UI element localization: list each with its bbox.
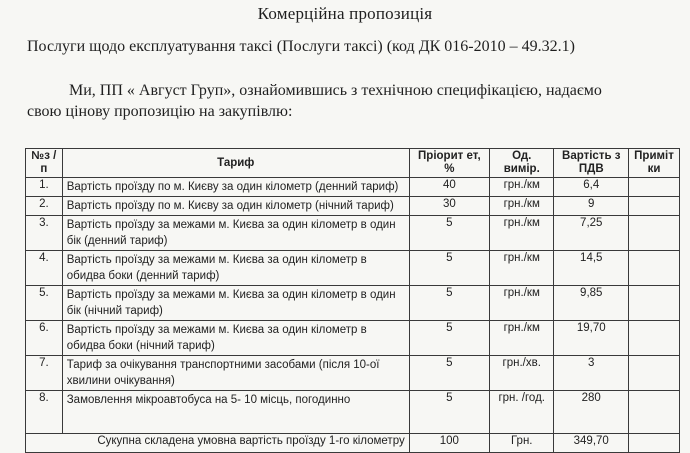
row-unit: грн./км	[490, 216, 554, 251]
row-priority: 5	[409, 286, 489, 321]
row-priority: 5	[409, 321, 489, 356]
table-row	[26, 321, 680, 356]
row-number: 7.	[26, 356, 63, 391]
row-unit: грн./хв.	[490, 356, 554, 391]
total-cost: 349,70	[554, 434, 629, 453]
intro-line-1: Ми, ПП « Август Груп», ознайомившись з технічною специфікацією, надаємо	[69, 82, 602, 99]
header-no: №з /п	[26, 149, 63, 178]
row-cost: 9	[554, 197, 629, 216]
table-row	[26, 286, 680, 321]
row-priority: 40	[409, 178, 489, 197]
table-row	[26, 391, 680, 434]
total-unit: Грн.	[490, 434, 554, 453]
header-cost: Вартість з ПДВ	[554, 149, 629, 178]
row-unit: грн./км	[490, 197, 554, 216]
row-tariff: Вартість проїзду за межами м. Києва за один кілометр в один бік (денний тариф)	[62, 216, 409, 251]
table-row	[26, 251, 680, 286]
table-row	[26, 197, 680, 216]
row-note	[629, 178, 680, 197]
row-cost: 9,85	[554, 286, 629, 321]
row-number: 3.	[26, 216, 63, 251]
document-subtitle: Послуги щодо експлуатування таксі (Послуги таксі) (код ДК 016-2010 – 49.32.1)	[27, 38, 575, 55]
row-number: 4.	[26, 251, 63, 286]
row-note	[629, 197, 680, 216]
total-note	[629, 434, 680, 453]
header-unit: Од. вимір.	[490, 149, 554, 178]
row-note	[629, 216, 680, 251]
row-tariff: Замовлення мікроавтобуса на 5- 10 місць, погодинно	[62, 391, 409, 434]
row-cost: 19,70	[554, 321, 629, 356]
row-number: 1.	[26, 178, 63, 197]
table-row	[26, 356, 680, 391]
row-cost: 14,5	[554, 251, 629, 286]
row-number: 6.	[26, 321, 63, 356]
row-priority: 30	[409, 197, 489, 216]
row-unit: грн./км	[490, 251, 554, 286]
table-row	[26, 216, 680, 251]
row-priority: 5	[409, 251, 489, 286]
row-number: 8.	[26, 391, 63, 434]
total-priority: 100	[409, 434, 489, 453]
table-header-row	[26, 149, 680, 178]
row-note	[629, 356, 680, 391]
row-note	[629, 286, 680, 321]
header-priority: Пріорит ет, %	[409, 149, 489, 178]
row-cost: 7,25	[554, 216, 629, 251]
table-row	[26, 178, 680, 197]
row-note	[629, 321, 680, 356]
intro-line-2: свою цінову пропозицію на закупівлю:	[27, 103, 293, 120]
row-note	[629, 391, 680, 434]
row-number: 2.	[26, 197, 63, 216]
row-cost: 280	[554, 391, 629, 434]
row-tariff: Вартість проїзду за межами м. Києва за один кілометр в обидва боки (нічний тариф)	[62, 321, 409, 356]
intro-paragraph	[27, 80, 667, 122]
document-title: Комерційна пропозиція	[257, 4, 433, 23]
total-spacer	[26, 434, 63, 453]
row-number: 5.	[26, 286, 63, 321]
row-priority: 5	[409, 356, 489, 391]
row-unit: грн./км	[490, 321, 554, 356]
row-tariff: Вартість проїзду по м. Києву за один кілометр (нічний тариф)	[62, 197, 409, 216]
price-offer-table	[25, 148, 680, 453]
header-note: Приміт ки	[629, 149, 680, 178]
row-cost: 3	[554, 356, 629, 391]
row-tariff: Вартість проїзду по м. Києву за один кілометр (денний тариф)	[62, 178, 409, 197]
total-label: Сукупна складена умовна вартість проїзду 1-го кілометру	[62, 434, 409, 453]
row-unit: грн./км	[490, 286, 554, 321]
row-unit: грн. /год.	[490, 391, 554, 434]
total-row	[26, 434, 680, 453]
row-tariff: Вартість проїзду за межами м. Києва за один кілометр в обидва боки (денний тариф)	[62, 251, 409, 286]
row-cost: 6,4	[554, 178, 629, 197]
row-priority: 5	[409, 216, 489, 251]
header-tariff: Тариф	[62, 149, 409, 178]
row-priority: 5	[409, 391, 489, 434]
row-tariff: Вартість проїзду за межами м. Києва за один кілометр в один бік (нічний тариф)	[62, 286, 409, 321]
row-unit: грн./км	[490, 178, 554, 197]
row-note	[629, 251, 680, 286]
row-tariff: Тариф за очікування транспортними засобами (після 10-ої хвилини очікування)	[62, 356, 409, 391]
